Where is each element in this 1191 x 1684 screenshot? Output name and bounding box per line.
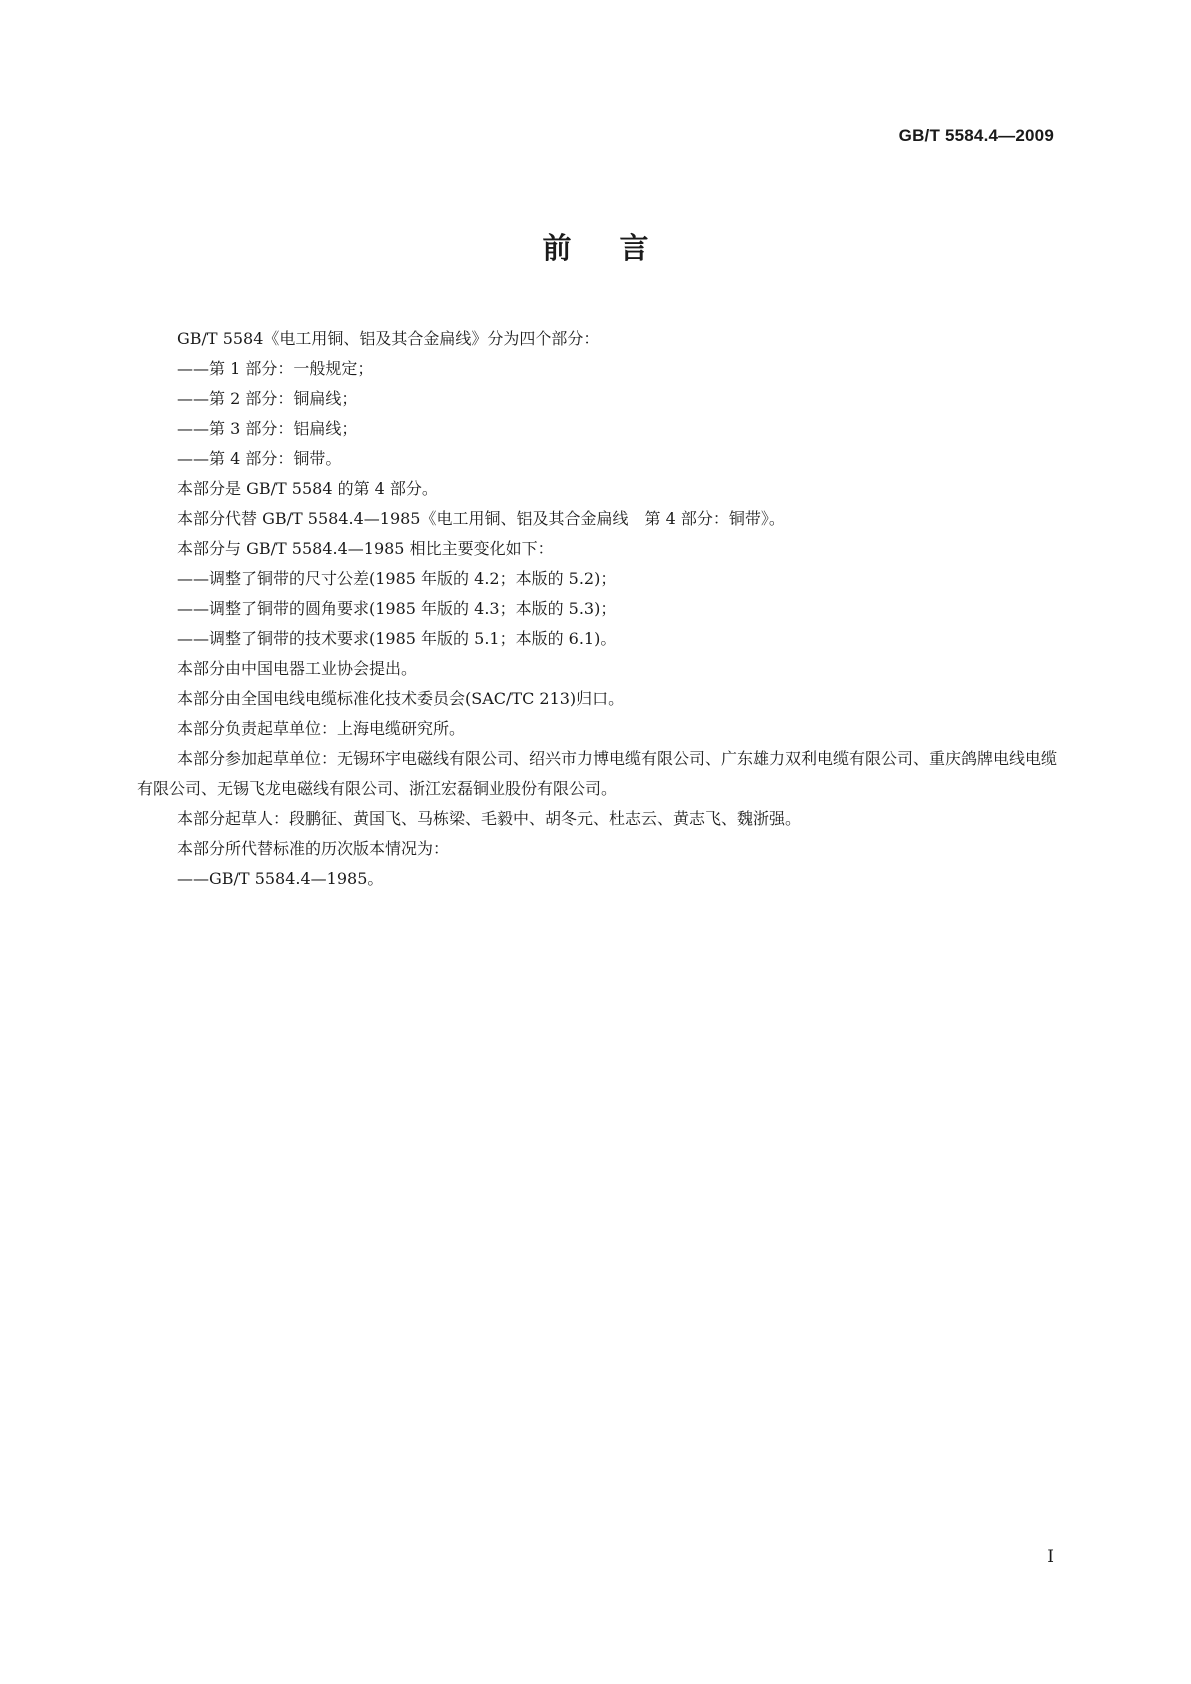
- paragraph-participating-units: 本部分参加起草单位：无锡环宇电磁线有限公司、绍兴市力博电缆有限公司、广东雄力双利电缆有限公司、重庆鸽牌电线电缆有限公司、无锡飞龙电磁线有限公司、浙江宏磊铜业股份有限公司。: [137, 749, 1058, 798]
- page-number: I: [1047, 1547, 1054, 1567]
- paragraph-scope: 本部分是 GB/T 5584 的第 4 部分。: [177, 479, 438, 498]
- page-title: 前言: [542, 231, 697, 265]
- list-item-part-1: ——第 1 部分：一般规定；: [177, 359, 374, 378]
- paragraph-intro: GB/T 5584《电工用铜、铝及其合金扁线》分为四个部分：: [177, 329, 600, 348]
- list-item-history-1: ——GB/T 5584.4—1985。: [177, 869, 384, 888]
- list-item-change-3: ——调整了铜带的技术要求(1985 年版的 5.1；本版的 6.1)。: [177, 629, 617, 648]
- foreword-body: [137, 324, 1057, 894]
- list-item-part-4: ——第 4 部分：铜带。: [177, 449, 342, 468]
- paragraph-managed-by: 本部分由全国电线电缆标准化技术委员会(SAC/TC 213)归口。: [177, 689, 625, 708]
- paragraph-changes: 本部分与 GB/T 5584.4—1985 相比主要变化如下：: [177, 539, 554, 558]
- list-item-part-3: ——第 3 部分：铝扁线；: [177, 419, 358, 438]
- paragraph-drafting-unit: 本部分负责起草单位：上海电缆研究所。: [177, 719, 466, 738]
- paragraph-drafters: 本部分起草人：段鹏征、黄国飞、马栋梁、毛毅中、胡冬元、杜志云、黄志飞、魏浙强。: [177, 809, 802, 828]
- paragraph-history: 本部分所代替标准的历次版本情况为：: [177, 839, 450, 858]
- paragraph-replaces: 本部分代替 GB/T 5584.4—1985《电工用铜、铝及其合金扁线 第 4 部分：铜带》。: [177, 509, 785, 528]
- list-item-part-2: ——第 2 部分：铜扁线；: [177, 389, 358, 408]
- standard-number: GB/T 5584.4—2009: [898, 126, 1054, 145]
- list-item-change-1: ——调整了铜带的尺寸公差(1985 年版的 4.2；本版的 5.2)；: [177, 569, 617, 588]
- list-item-change-2: ——调整了铜带的圆角要求(1985 年版的 4.3；本版的 5.3)；: [177, 599, 617, 618]
- paragraph-proposed-by: 本部分由中国电器工业协会提出。: [177, 659, 418, 678]
